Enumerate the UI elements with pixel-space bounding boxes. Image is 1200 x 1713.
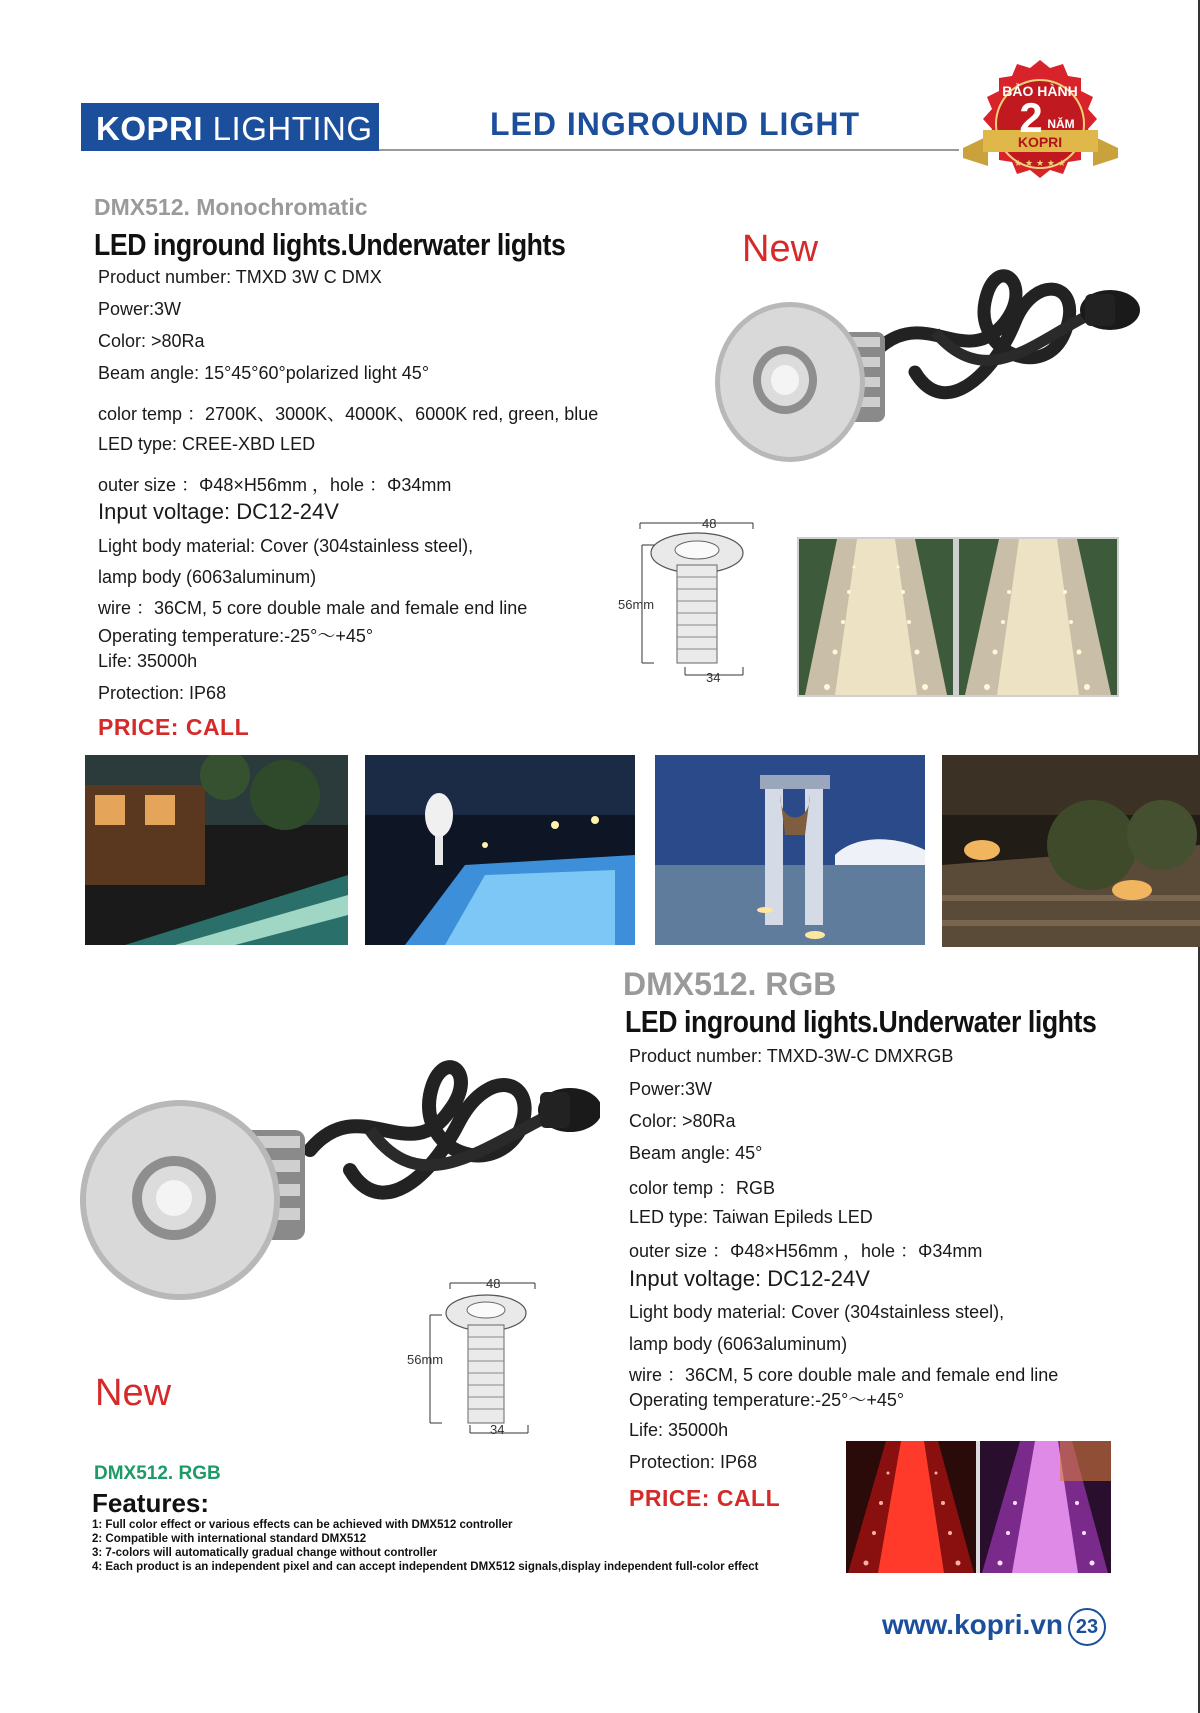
product1-spec-6: outer size ：Φ48×H56mm ，hole ：Φ34mm xyxy=(98,475,452,495)
product1-spec-0: Product number: TMXD 3W C DMX xyxy=(98,267,382,287)
product1-lamp-icon xyxy=(705,262,1155,492)
product2-spec2-2: wire ：36CM, 5 core double male and female end line xyxy=(629,1365,1059,1385)
garden-steps-photo xyxy=(942,755,1200,947)
product2-spec2-0: Light body material: Cover (304stainless steel), xyxy=(629,1302,1005,1322)
product1-spec-5: LED type: CREE-XBD LED xyxy=(98,434,316,454)
product1-dim-top: 48 xyxy=(702,516,717,531)
header-divider xyxy=(379,149,959,151)
product1-walkway-photos xyxy=(797,537,1119,697)
product2-spec-6: outer size ：Φ48×H56mm ，hole ：Φ34mm xyxy=(629,1241,983,1261)
product1-spec-2: Color: >80Ra xyxy=(98,331,205,351)
product2-rgb-walkway-photos xyxy=(846,1441,1111,1573)
product1-spec2-0: Light body material: Cover (304stainless steel), xyxy=(98,536,474,556)
product1-spec2-1: lamp body (6063aluminum) xyxy=(98,567,317,587)
product1-spec2-4: Life: 35000h xyxy=(98,651,198,671)
features-title: Features: xyxy=(92,1488,210,1518)
page-number: 23 xyxy=(1068,1608,1106,1646)
product1-dim-side: 56mm xyxy=(618,597,655,612)
product2-spec-5: LED type: Taiwan Epileds LED xyxy=(629,1207,873,1227)
product1-spec-4: color temp ：2700K、3000K、4000K、6000K red, green, blue xyxy=(98,404,599,424)
product1-spec-3: Beam angle: 15°45°60°polarized light 45° xyxy=(98,363,430,383)
product2-spec2-1: lamp body (6063aluminum) xyxy=(629,1334,848,1354)
product2-spec-3: Beam angle: 45° xyxy=(629,1143,763,1163)
product1-spec2-2: wire ：36CM, 5 core double male and female end line xyxy=(98,598,528,618)
product2-dim-side: 56mm xyxy=(407,1352,444,1367)
product2-title: LED inground lights.Underwater lights xyxy=(625,1004,1097,1039)
svg-text:NĂM: NĂM xyxy=(1047,117,1075,131)
product2-dim-bottom: 34 xyxy=(490,1422,505,1437)
product2-voltage: Input voltage: DC12-24V xyxy=(629,1266,870,1291)
product2-price: PRICE: CALL xyxy=(629,1485,781,1511)
product1-spec2-3: Operating temperature:-25°～+45° xyxy=(98,626,374,646)
product1-series: DMX512. Monochromatic xyxy=(94,194,368,220)
svg-text:2: 2 xyxy=(1019,94,1043,141)
swimming-pool-photo xyxy=(365,755,635,945)
product1-new-label: New xyxy=(742,228,819,270)
svg-text:BẢO HÀNH: BẢO HÀNH xyxy=(1002,83,1078,99)
product2-series: DMX512. RGB xyxy=(623,966,837,1002)
svg-text:KOPRI: KOPRI xyxy=(1017,134,1063,150)
product1-dim-bottom: 34 xyxy=(706,670,721,685)
product2-spec-1: Power:3W xyxy=(629,1079,713,1099)
page-title: LED INGROUND LIGHT xyxy=(490,106,860,142)
feature-item-4: 4: Each product is an independent pixel and can accept independent DMX512 signals,display independent full-color effect xyxy=(92,1561,759,1573)
product2-spec2-4: Life: 35000h xyxy=(629,1420,729,1440)
product1-voltage: Input voltage: DC12-24V xyxy=(98,499,339,524)
plaza-fountain-photo xyxy=(655,755,925,945)
feature-item-3: 3: 7-colors will automatically gradual change without controller xyxy=(92,1547,438,1559)
product2-new-label: New xyxy=(95,1372,172,1414)
footer-website-link[interactable]: www.kopri.vn xyxy=(882,1609,1063,1640)
product1-title: LED inground lights.Underwater lights xyxy=(94,227,566,262)
features-series-tag: DMX512. RGB xyxy=(94,1463,221,1484)
product1-spec2-5: Protection: IP68 xyxy=(98,683,227,703)
product2-dim-top: 48 xyxy=(486,1276,501,1291)
warranty-badge-icon xyxy=(963,58,1118,193)
brand-logo-text: KOPRI LIGHTING xyxy=(96,110,373,147)
product2-spec-4: color temp ：RGB xyxy=(629,1178,776,1198)
svg-text:★ ★ ★ ★ ★: ★ ★ ★ ★ ★ xyxy=(1014,159,1066,169)
product2-lamp-icon xyxy=(80,1050,600,1310)
product2-spec2-3: Operating temperature:-25°～+45° xyxy=(629,1390,905,1410)
product2-spec-2: Color: >80Ra xyxy=(629,1111,736,1131)
brand-logo-box xyxy=(81,103,379,151)
resort-pool-photo xyxy=(85,755,348,945)
feature-item-2: 2: Compatible with international standard DMX512 xyxy=(92,1533,367,1545)
product2-spec-0: Product number: TMXD-3W-C DMXRGB xyxy=(629,1046,954,1066)
product1-price: PRICE: CALL xyxy=(98,714,250,740)
product1-spec-1: Power:3W xyxy=(98,299,182,319)
feature-item-1: 1: Full color effect or various effects can be achieved with DMX512 controller xyxy=(92,1519,513,1531)
product2-spec2-5: Protection: IP68 xyxy=(629,1452,758,1472)
